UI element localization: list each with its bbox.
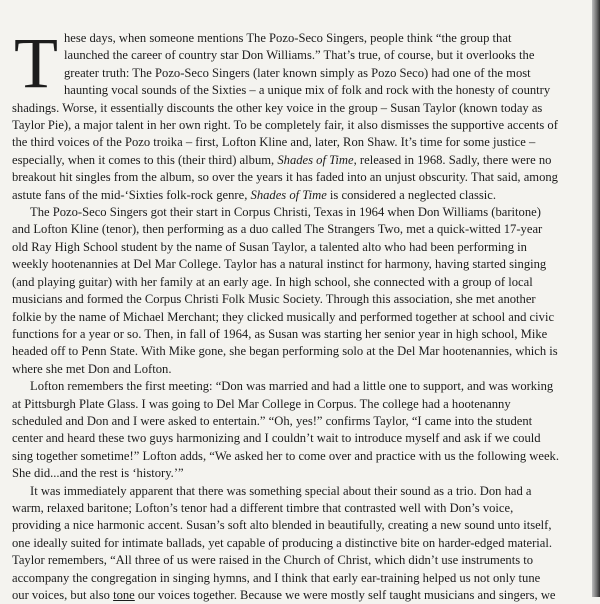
page-edge-shadow [592, 0, 600, 597]
paragraph-4-text-a: It was immediately apparent that there was something special about their sound as a trio. Don had a warm, relaxed baritone; Lofton’s tenor had a different timbre that contrasted well with Don’s voice, providing a nice harmonic accent. Susan’s soft alto blended in beautifully, creating a new sound unto itself, one ideally suited for intimate ballads, yet capable of producing a distinctive bite on harder-edged material. Taylor remembers, “All three of us were raised in the Church of Christ, which didn’t use instruments to accompany the congregation in singing hymns, and I think that early ear-training helped us not only tune our voices, but also [12, 483, 553, 602]
drop-cap: T [14, 23, 58, 103]
paragraph-1-text-a: hese days, when someone mentions The Pozo-Seco Singers, people think “the group that launched the career of country star Don Williams.” That’s true, of course, but it overlooks the greater truth: The Pozo-Seco Singers (later known simply as Pozo Seco) had one of the most haunting vocal sounds of the Sixties – a unique mix of folk and rock with the honesty of country shadings. Worse, it essentially discounts the other key voice in the group – Susan Taylor (known today as Taylor Pie), a major talent in her own right. To be completely fair, it also dismisses the supportive accents of the third voices of the Pozo troika – first, Lofton Kline and, later, Ron Shaw. It’s time for some justice – especially, when it comes to this (their third) album, [12, 31, 558, 167]
paragraph-1-text-c: is considered a neglected classic. [326, 187, 497, 202]
paragraph-1-text-b: , released in 1968. Sadly, there were no breakout hit singles from the album, so over the years it has faded into an unjust obscurity. That said, among astute fans of the mid-‘Sixties folk-rock genre, [12, 152, 558, 202]
paragraph-2: The Pozo-Seco Singers got their start in Corpus Christi, Texas in 1964 when Don Williams (baritone) and Lofton Kline (tenor), then performing as a duo called The Strangers Two, met a quick-witted 17-year old Ray High School student by the name of Susan Taylor, a talented alto who had been performing in weekly hootenannies at Del Mar College. Taylor has a natural instinct for harmony, having started singing (and playing guitar) with her family at an early age. In high school, she connected with a group of local musicians and formed the Corpus Christi Folk Music Society. Through this association, she met another folkie by the name of Michael Merchant; they clicked musically and performed together at school and civic functions for a year or so. Then, in fall of 1964, as Susan was starting her senior year in high school, Mike headed off to Penn State. With Mike gone, she began performing solo at the Del Mar hootenannies, which is where she met Don and Lofton. [12, 205, 558, 376]
paragraph-4 [12, 483, 560, 604]
emphasized-word: tone [113, 588, 135, 602]
paragraph-4-text-b: our voices together. Because we were mostly self taught musicians and singers, we [134, 588, 556, 602]
album-title-2: Shades of Time [250, 187, 327, 202]
paragraph-1 [12, 23, 560, 204]
paragraph-3: Lofton remembers the first meeting: “Don was married and had a little one to support, and was working at Pittsburgh Plate Glass. I was going to Del Mar College in Corpus. The college had a hootenanny scheduled and Don and I were asked to entertain.” “Oh, yes!” confirms Taylor, “I came into the student center and heard these two guys harmonizing and I couldn’t wait to introduce myself and ask if we could sing together sometime!” Lofton adds, “We asked her to come over and practice with us the following week. She did...and the rest is ‘history.’” [12, 379, 559, 481]
album-title-1: Shades of Time [277, 152, 354, 167]
